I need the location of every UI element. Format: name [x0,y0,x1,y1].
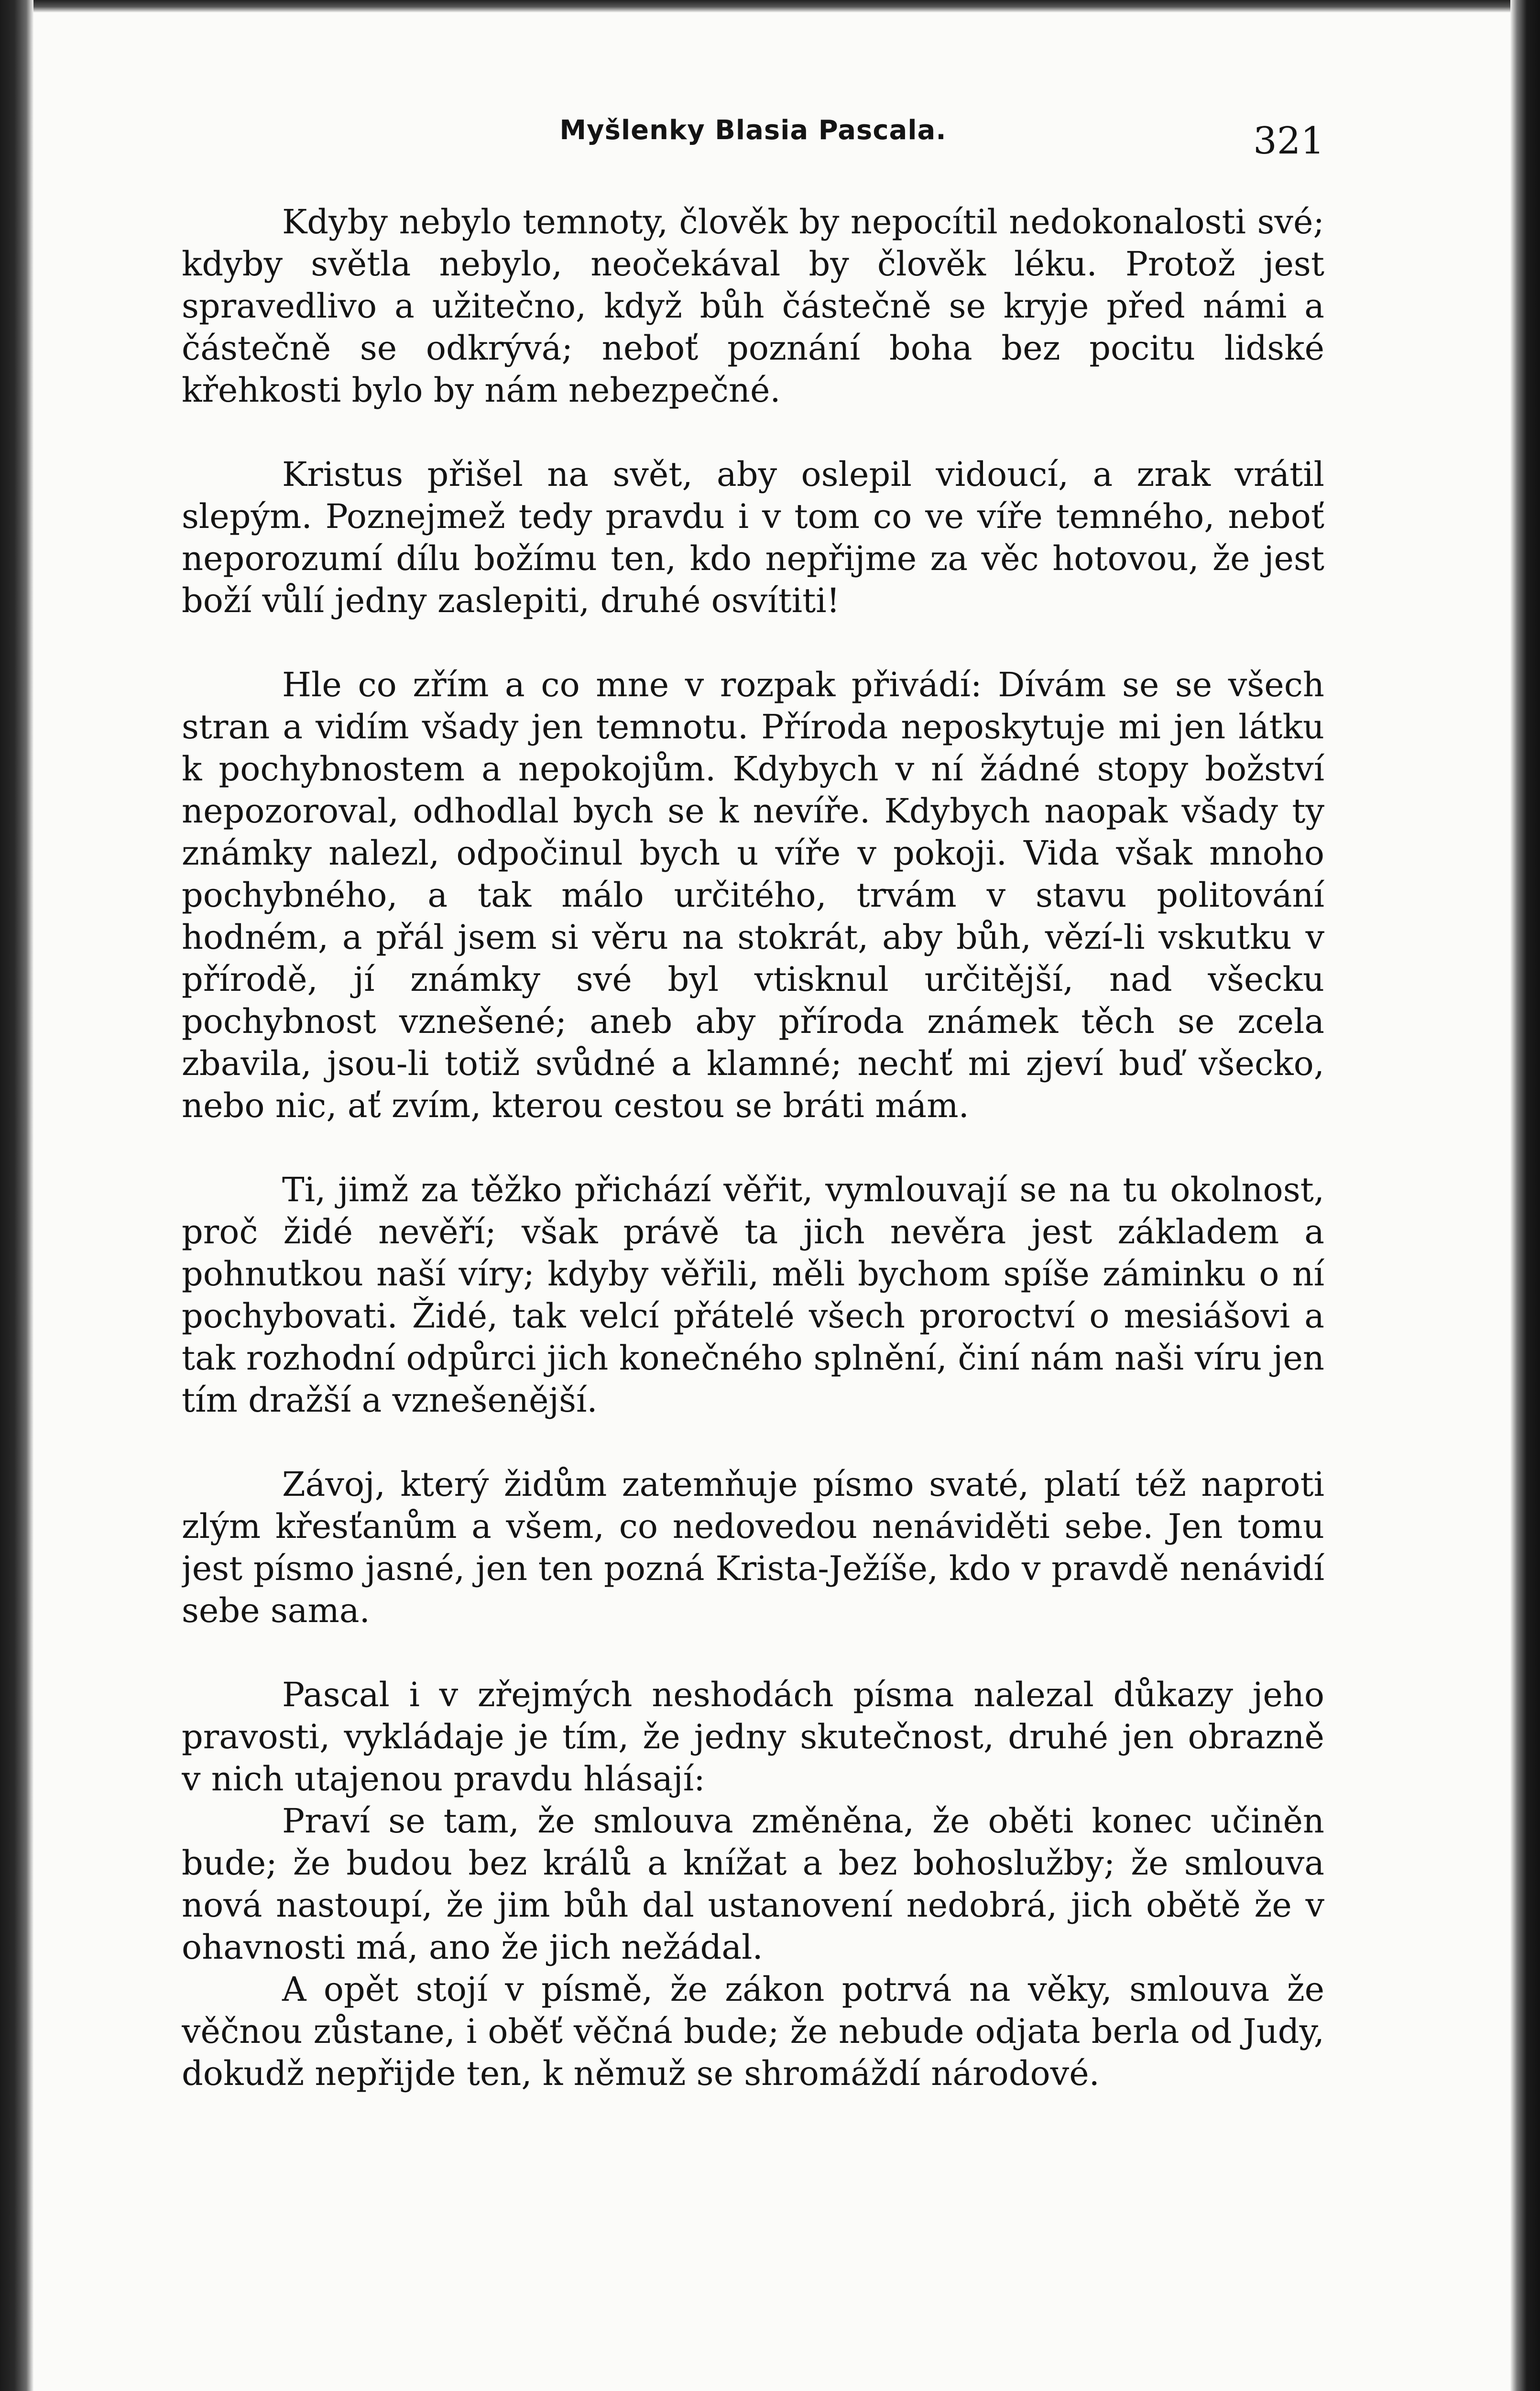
running-title: Myšlenky Blasia Pascala. [559,115,947,146]
paragraph-law-endures: A opět stojí v písmě, že zákon potrvá na věky, smlouva že věčnou zůstane, i oběť věčná bude; že nebude odjata berla od Judy, dokudž nepřijde ten, k němuž se shromáždí národové. [182,1970,1324,2093]
paragraph-behold: Hle co zřím a co mne v rozpak přivádí: Dívám se se všech stran a vidím všady jen temnotu. Příroda neposkytuje mi jen látku k pochybnostem a nepokojům. Kdybych v ní žádné stopy božství nepozoroval, odhodlal bych se k nevíře. Kdybych naopak všady ty známky nalezl, odpočinul bych u víře v pokoji. Vida však mnoho pochybného, a tak málo určitého, trvám v stavu politování hodném, a přál jsem si věru na stokrát, aby bůh, vězí-li vskutku v přírodě, jí známky své byl vtisknul určitější, nad všecku pochybnost vznešené; aneb aby příroda známek těch se zcela zbavila, jsou-li totiž svůdné a klamné; nechť mi zjeví buď všecko, nebo nic, ať zvím, kterou cestou se bráti mám. [182,665,1324,1125]
body-text [182,201,1324,2095]
page-number: 321 [1253,120,1324,163]
paragraph-christ-came: Kristus přišel na svět, aby oslepil vidoucí, a zrak vrátil slepým. Poznejmež tedy pravdu i v tom co ve víře temného, neboť neporozumí dílu božímu ten, kdo nepřijme za věc hotovou, že jest boží vůlí jedny zaslepiti, druhé osvítiti! [182,455,1324,620]
book-spine-edge [0,0,33,2391]
scan-top-edge [0,0,1540,12]
book-page [182,110,1324,2271]
scan-right-edge [1510,0,1540,2391]
running-header [182,110,1324,167]
paragraph-darkness: Kdyby nebylo temnoty, člověk by nepocítil nedokonalosti své; kdyby světla nebylo, neočekával by člověk léku. Protož jest spravedlivo a užitečno, když bůh částečně se kryje před námi a částečně se odkrývá; neboť poznání boha bez pocitu lidské křehkosti bylo by nám nebezpečné. [182,202,1324,410]
paragraph-pascal-scripture: Pascal i v zřejmých neshodách písma nalezal důkazy jeho pravosti, vykládaje je tím, že jedny skutečnost, druhé jen obrazně v nich utajenou pravdu hlásají: [182,1675,1324,1799]
paragraph-veil: Závoj, který židům zatemňuje písmo svaté, platí též naproti zlým křesťanům a všem, co nedovedou nenáviděti sebe. Jen tomu jest písmo jasné, jen ten pozná Krista-Ježíše, kdo v pravdě nenávidí sebe sama. [182,1465,1324,1630]
paragraph-jews-unbelief: Ti, jimž za těžko přichází věřit, vymlouvají se na tu okolnost, proč židé nevěří; však právě ta jich nevěra jest základem a pohnutkou naší víry; kdyby věřili, měli bychom spíše záminku o ní pochybovati. Židé, tak velcí přátelé všech proroctví o mesiášovi a tak rozhodní odpůrci jich konečného splnění, činí nám naši víru jen tím dražší a vznešenější. [182,1170,1324,1420]
paragraph-covenant-changed: Praví se tam, že smlouva změněna, že oběti konec učiněn bude; že budou bez králů a knížat a bez bohoslužby; že smlouva nová nastoupí, že jim bůh dal ustanovení nedobrá, jich obětě že v ohavnosti má, ano že jich nežádal. [182,1801,1324,1967]
